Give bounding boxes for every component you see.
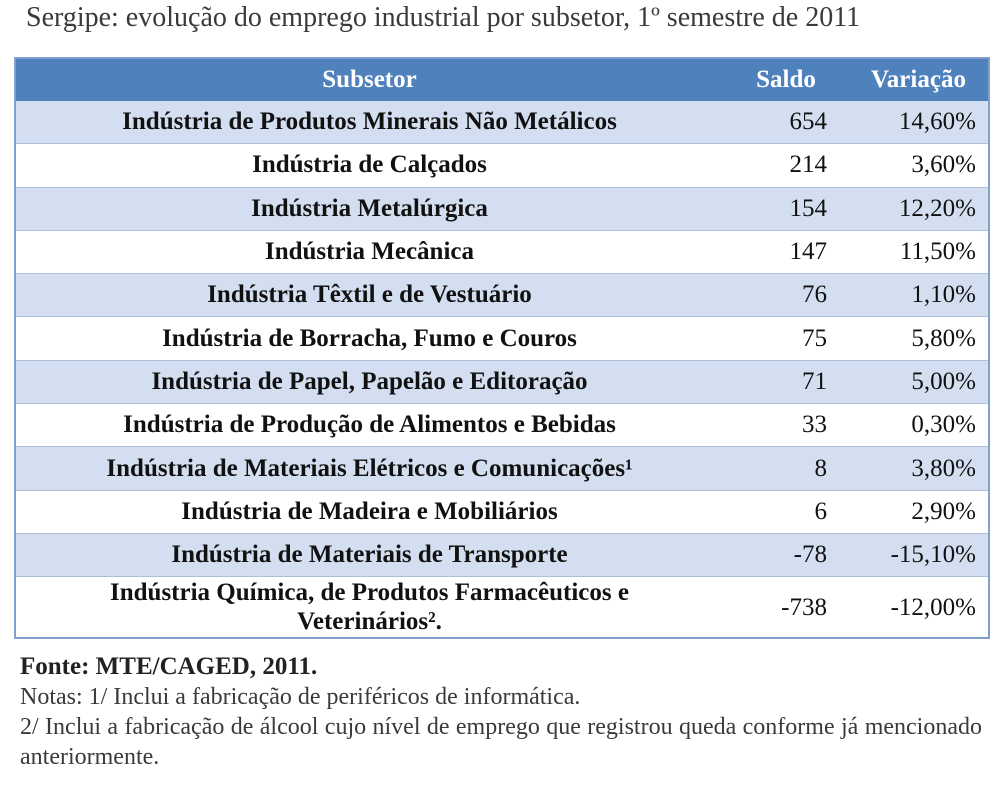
table-row	[15, 490, 989, 533]
header-variacao: Variação	[849, 58, 989, 101]
cell-variacao: -15,10%	[849, 533, 989, 576]
cell-subsetor	[15, 577, 723, 639]
table-row	[15, 230, 989, 273]
cell-variacao: -12,00%	[849, 577, 989, 639]
cell-subsetor: Indústria de Papel, Papelão e Editoração	[15, 360, 723, 403]
source-line: Fonte: MTE/CAGED, 2011.	[20, 653, 318, 680]
table-row	[15, 404, 989, 447]
cell-subsetor: Indústria de Produtos Minerais Não Metálicos	[15, 101, 723, 144]
cell-subsetor: Indústria de Produção de Alimentos e Bebidas	[15, 404, 723, 447]
header-row	[15, 58, 989, 101]
header-subsetor: Subsetor	[15, 58, 723, 101]
cell-saldo: 154	[723, 187, 849, 230]
cell-saldo: 8	[723, 447, 849, 490]
table-row	[15, 447, 989, 490]
cell-subsetor: Indústria de Materiais Elétricos e Comunicações¹	[15, 447, 723, 490]
footer-notes	[20, 652, 982, 772]
employment-table	[14, 57, 990, 639]
cell-saldo: 33	[723, 404, 849, 447]
cell-variacao: 3,60%	[849, 144, 989, 187]
cell-variacao: 12,20%	[849, 187, 989, 230]
cell-variacao: 2,90%	[849, 490, 989, 533]
cell-subsetor: Indústria de Borracha, Fumo e Couros	[15, 317, 723, 360]
cell-saldo: 76	[723, 274, 849, 317]
cell-variacao: 11,50%	[849, 230, 989, 273]
header-saldo: Saldo	[723, 58, 849, 101]
table-row	[15, 533, 989, 576]
cell-variacao: 14,60%	[849, 101, 989, 144]
table-row	[15, 187, 989, 230]
cell-variacao: 0,30%	[849, 404, 989, 447]
table-row	[15, 144, 989, 187]
cell-saldo: 654	[723, 101, 849, 144]
cell-subsetor: Indústria de Madeira e Mobiliários	[15, 490, 723, 533]
cell-subsetor-line1: Indústria Química, de Produtos Farmacêuticos e	[110, 579, 629, 607]
cell-subsetor-line2: Veterinários².	[297, 608, 442, 636]
cell-subsetor: Indústria Mecânica	[15, 230, 723, 273]
table-row	[15, 274, 989, 317]
cell-saldo: -738	[723, 577, 849, 639]
table-row	[15, 360, 989, 403]
cell-variacao: 5,80%	[849, 317, 989, 360]
cell-saldo: 75	[723, 317, 849, 360]
note-2: 2/ Inclui a fabricação de álcool cujo nível de emprego que registrou queda conforme já mencionado anteriormente.	[20, 714, 982, 770]
table-row	[15, 317, 989, 360]
cell-saldo: 6	[723, 490, 849, 533]
table-row	[15, 101, 989, 144]
cell-saldo: 147	[723, 230, 849, 273]
cell-variacao: 5,00%	[849, 360, 989, 403]
cell-subsetor: Indústria de Calçados	[15, 144, 723, 187]
cell-saldo: 71	[723, 360, 849, 403]
table-row	[15, 577, 989, 639]
cell-subsetor: Indústria Metalúrgica	[15, 187, 723, 230]
cell-saldo: 214	[723, 144, 849, 187]
cell-saldo: -78	[723, 533, 849, 576]
cell-subsetor: Indústria de Materiais de Transporte	[15, 533, 723, 576]
cell-variacao: 1,10%	[849, 274, 989, 317]
table-title: Sergipe: evolução do emprego industrial por subsetor, 1º semestre de 2011	[26, 2, 861, 33]
cell-variacao: 3,80%	[849, 447, 989, 490]
note-1: Notas: 1/ Inclui a fabricação de periféricos de informática.	[20, 684, 581, 710]
cell-subsetor: Indústria Têxtil e de Vestuário	[15, 274, 723, 317]
